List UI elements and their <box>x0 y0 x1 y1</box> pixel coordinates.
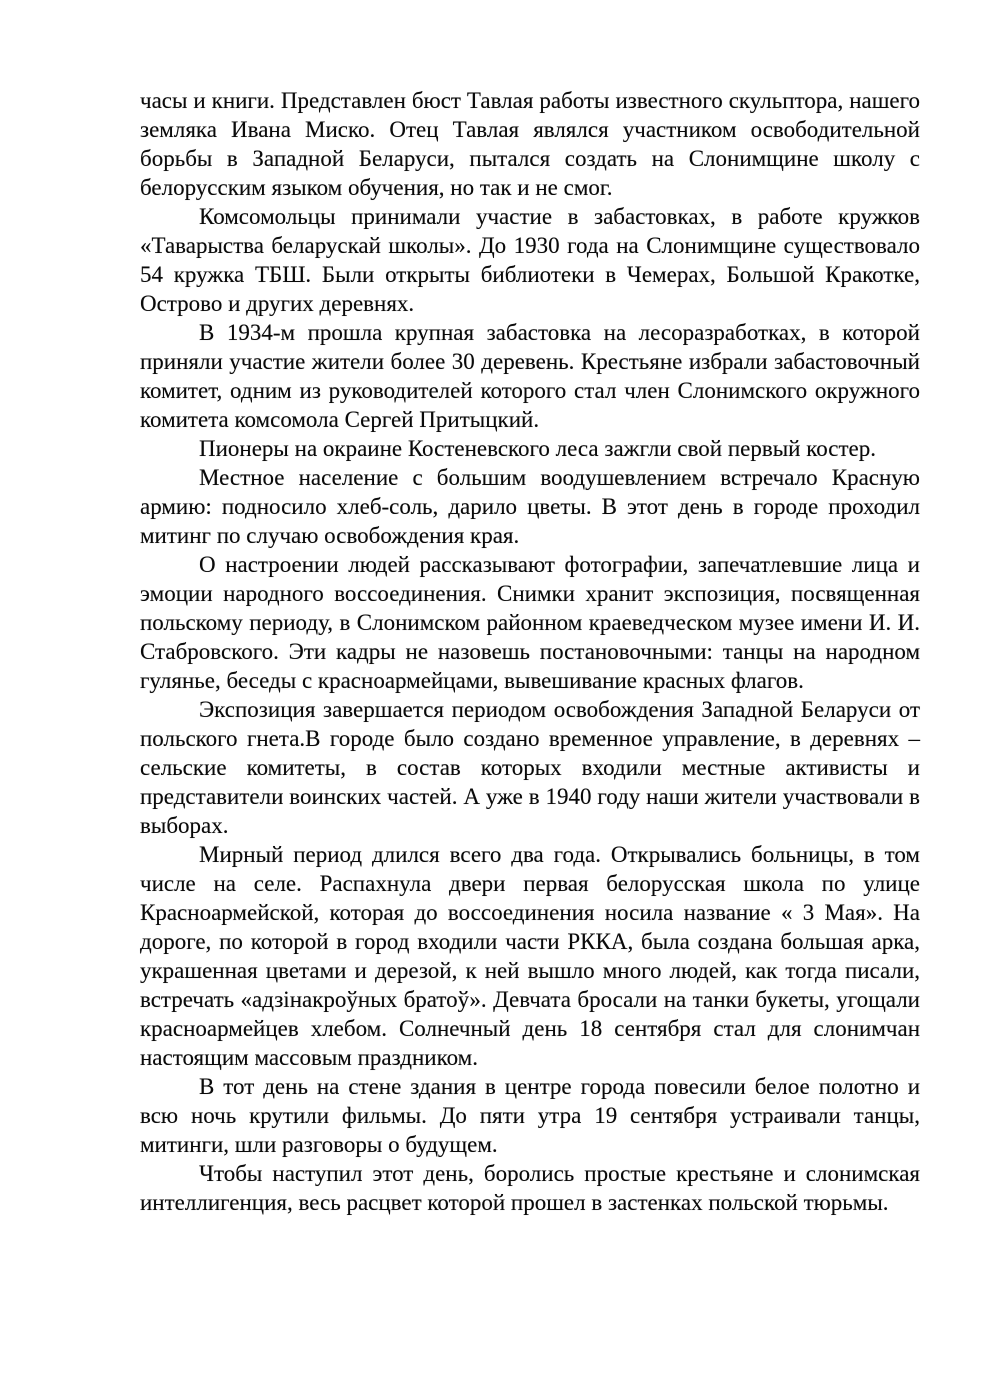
paragraph: Комсомольцы принимали участие в забастовках, в работе кружков «Таварыства беларускай школы». До 1930 года на Слонимщине существовало 54 кружка ТБШ. Были открыты библиотеки в Чемерах, Большой Кракотке, Острово и других деревнях. <box>140 204 920 316</box>
paragraph: Чтобы наступил этот день, боролись простые крестьяне и слонимская интеллигенция, весь расцвет которой прошел в застенках польской тюрьмы. <box>140 1161 920 1215</box>
paragraph: В 1934-м прошла крупная забастовка на лесоразработках, в которой приняли участие жители более 30 деревень. Крестьяне избрали забастовочный комитет, одним из руководителей которого стал член Слонимского окружного комитета комсомола Сергей Притыцкий. <box>140 320 920 432</box>
paragraph: Пионеры на окраине Костеневского леса зажгли свой первый костер. <box>199 436 877 461</box>
document-text-block <box>140 86 920 1217</box>
paragraph: часы и книги. Представлен бюст Тавлая работы известного скульптора, нашего земляка Ивана Миско. Отец Тавлая являлся участником освободительной борьбы в Западной Беларуси, пытался создать на Слонимщине школу с белорусским языком обучения, но так и не смог. <box>140 88 920 200</box>
paragraph: Мирный период длился всего два года. Открывались больницы, в том числе на селе. Распахнула двери первая белорусская школа по улице Красноармейской, которая до воссоединения носила название « 3 Мая». На дороге, по которой в город входили части РККА, была создана большая арка, украшенная цветами и дерезой, к ней вышло много людей, как тогда писали, встречать «адзінакроўных братоў». Девчата бросали на танки букеты, угощали красноармейцев хлебом. Солнечный день 18 сентября стал для слонимчан настоящим массовым праздником. <box>140 842 920 1070</box>
paragraph: В тот день на стене здания в центре города повесили белое полотно и всю ночь крутили фильмы. До пяти утра 19 сентября устраивали танцы, митинги, шли разговоры о будущем. <box>140 1074 920 1157</box>
paragraph: Местное население с большим воодушевлением встречало Красную армию: подносило хлеб-соль, дарило цветы. В этот день в городе проходил митинг по случаю освобождения края. <box>140 465 920 548</box>
paragraph: О настроении людей рассказывают фотографии, запечатлевшие лица и эмоции народного воссоединения. Снимки хранит экспозиция, посвященная польскому периоду, в Слонимском районном краеведческом музее имени И. И. Стабровского. Эти кадры не назовешь постановочными: танцы на народном гулянье, беседы с красноармейцами, вывешивание красных флагов. <box>140 552 920 693</box>
paragraph: Экспозиция завершается периодом освобождения Западной Беларуси от польского гнета.В городе было создано временное управление, в деревнях – сельские комитеты, в состав которых входили местные активисты и представители воинских частей. А уже в 1940 году наши жители участвовали в выборах. <box>140 697 920 838</box>
